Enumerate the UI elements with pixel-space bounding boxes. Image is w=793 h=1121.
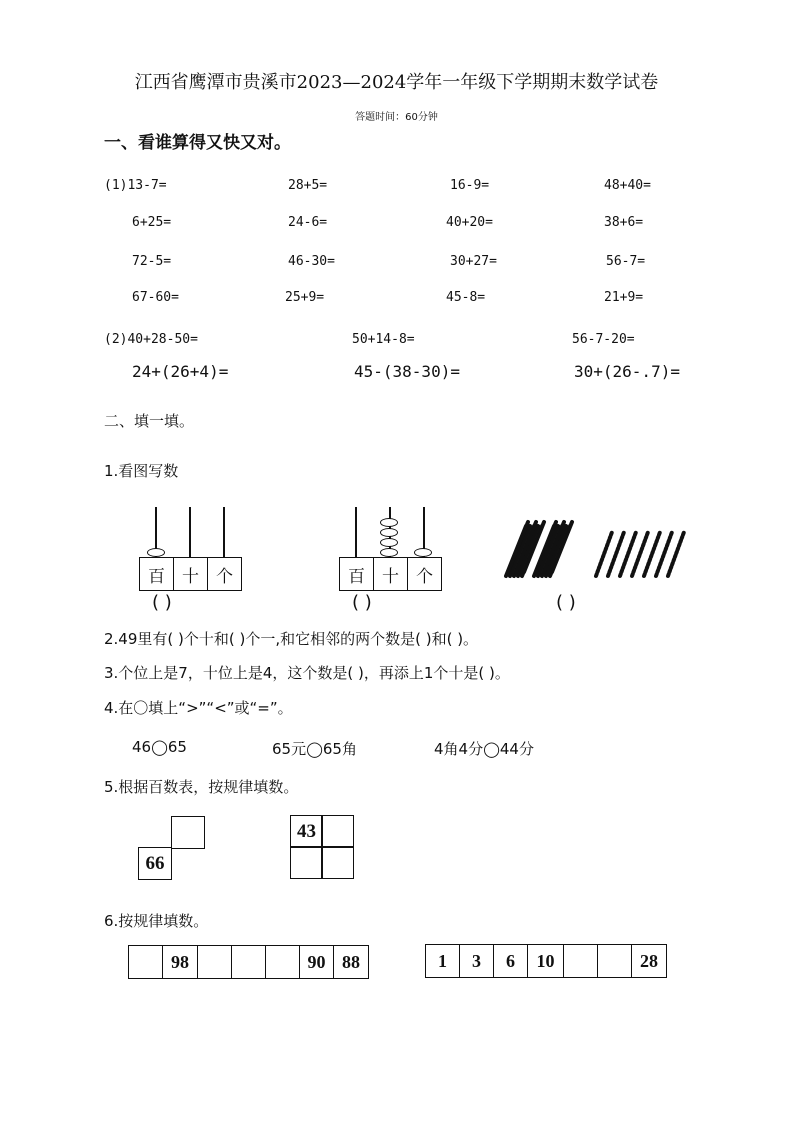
abacus-bead bbox=[414, 548, 432, 557]
problem: 24+(26+4)= bbox=[132, 362, 229, 381]
problem: 40+20= bbox=[446, 215, 493, 230]
question-2: 2.49里有( )个十和( )个一,和它相邻的两个数是( )和( )。 bbox=[104, 630, 479, 648]
hundreds-label: 百 bbox=[140, 558, 174, 590]
grid-cell-blank[interactable] bbox=[290, 846, 323, 879]
answer-blank[interactable]: ( ) bbox=[152, 592, 172, 613]
tens-label: 十 bbox=[374, 558, 408, 590]
problem: 38+6= bbox=[604, 215, 644, 230]
compare-item[interactable]: 4角4分◯44分 bbox=[434, 740, 534, 758]
question-4-label: 4.在〇填上“>”“<”或“=”。 bbox=[104, 699, 293, 717]
problem: (1)13-7= bbox=[104, 178, 167, 193]
sequence-cell: 90 bbox=[300, 946, 334, 978]
section2-heading: 二、填一填。 bbox=[104, 412, 195, 430]
ones-label: 个 bbox=[416, 566, 433, 587]
question-3: 3.个位上是7，十位上是4，这个数是( )，再添上1个十是( )。 bbox=[104, 664, 510, 682]
sequence-cell: 6 bbox=[494, 945, 528, 977]
abacus-bead bbox=[380, 548, 398, 557]
problem: 56-7-20= bbox=[572, 332, 635, 347]
sequence-cell[interactable] bbox=[564, 945, 598, 977]
problem: (2)40+28-50= bbox=[104, 332, 198, 347]
tens-label: 十 bbox=[174, 558, 208, 590]
abacus-bead bbox=[380, 538, 398, 547]
abacus-bead bbox=[380, 528, 398, 537]
sequence-cell: 3 bbox=[460, 945, 494, 977]
question-5-label: 5.根据百数表，按规律填数。 bbox=[104, 778, 299, 796]
sequence-cell: 28 bbox=[640, 950, 658, 971]
problem: 67-60= bbox=[132, 290, 179, 305]
problem: 45-(38-30)= bbox=[354, 362, 460, 381]
sequence-cell[interactable] bbox=[232, 946, 266, 978]
problem: 50+14-8= bbox=[352, 332, 415, 347]
sequence-cell: 98 bbox=[163, 946, 198, 978]
sequence-cell: 10 bbox=[528, 945, 564, 977]
answer-blank[interactable]: ( ) bbox=[352, 592, 372, 613]
problem: 72-5= bbox=[132, 254, 172, 269]
problem: 48+40= bbox=[604, 178, 651, 193]
abacus-bead bbox=[147, 548, 165, 557]
grid-cell-blank[interactable] bbox=[321, 815, 354, 848]
sequence-cell[interactable] bbox=[266, 946, 300, 978]
grid-cell: 43 bbox=[290, 815, 323, 848]
ones-label: 个 bbox=[216, 566, 233, 587]
grid-cell: 66 bbox=[138, 847, 172, 880]
problem: 30+(26-.7)= bbox=[574, 362, 680, 381]
abacus-bead bbox=[380, 518, 398, 527]
problem: 30+27= bbox=[450, 254, 497, 269]
stick-bundles-image bbox=[496, 518, 696, 582]
sequence-cell: 1 bbox=[426, 945, 460, 977]
question-6-label: 6.按规律填数。 bbox=[104, 912, 209, 930]
problem: 6+25= bbox=[132, 215, 172, 230]
compare-item[interactable]: 65元◯65角 bbox=[272, 740, 357, 758]
sequence-cell[interactable] bbox=[198, 946, 232, 978]
problem: 24-6= bbox=[288, 215, 328, 230]
sequence-2 bbox=[425, 944, 667, 978]
sequence-cell[interactable] bbox=[129, 946, 163, 978]
problem: 46-30= bbox=[288, 254, 335, 269]
problem: 56-7= bbox=[606, 254, 646, 269]
answer-blank[interactable]: ( ) bbox=[556, 592, 576, 613]
compare-item[interactable]: 46◯65 bbox=[132, 738, 187, 756]
hundreds-label: 百 bbox=[340, 558, 374, 590]
problem: 45-8= bbox=[446, 290, 486, 305]
problem: 21+9= bbox=[604, 290, 644, 305]
question-1-label: 1.看图写数 bbox=[104, 462, 179, 480]
section1-heading: 一、看谁算得又快又对。 bbox=[104, 133, 291, 153]
sequence-1 bbox=[128, 945, 369, 979]
sequence-cell: 88 bbox=[342, 951, 360, 972]
grid-cell-blank[interactable] bbox=[171, 816, 205, 849]
page-title: 江西省鹰潭市贵溪市2023—2024学年一年级下学期期末数学试卷 bbox=[134, 72, 659, 93]
problem: 28+5= bbox=[288, 178, 328, 193]
problem: 16-9= bbox=[450, 178, 490, 193]
sequence-cell[interactable] bbox=[598, 945, 632, 977]
problem: 25+9= bbox=[285, 290, 325, 305]
grid-cell-blank[interactable] bbox=[321, 846, 354, 879]
exam-duration: 答题时间：60分钟 bbox=[355, 112, 438, 123]
